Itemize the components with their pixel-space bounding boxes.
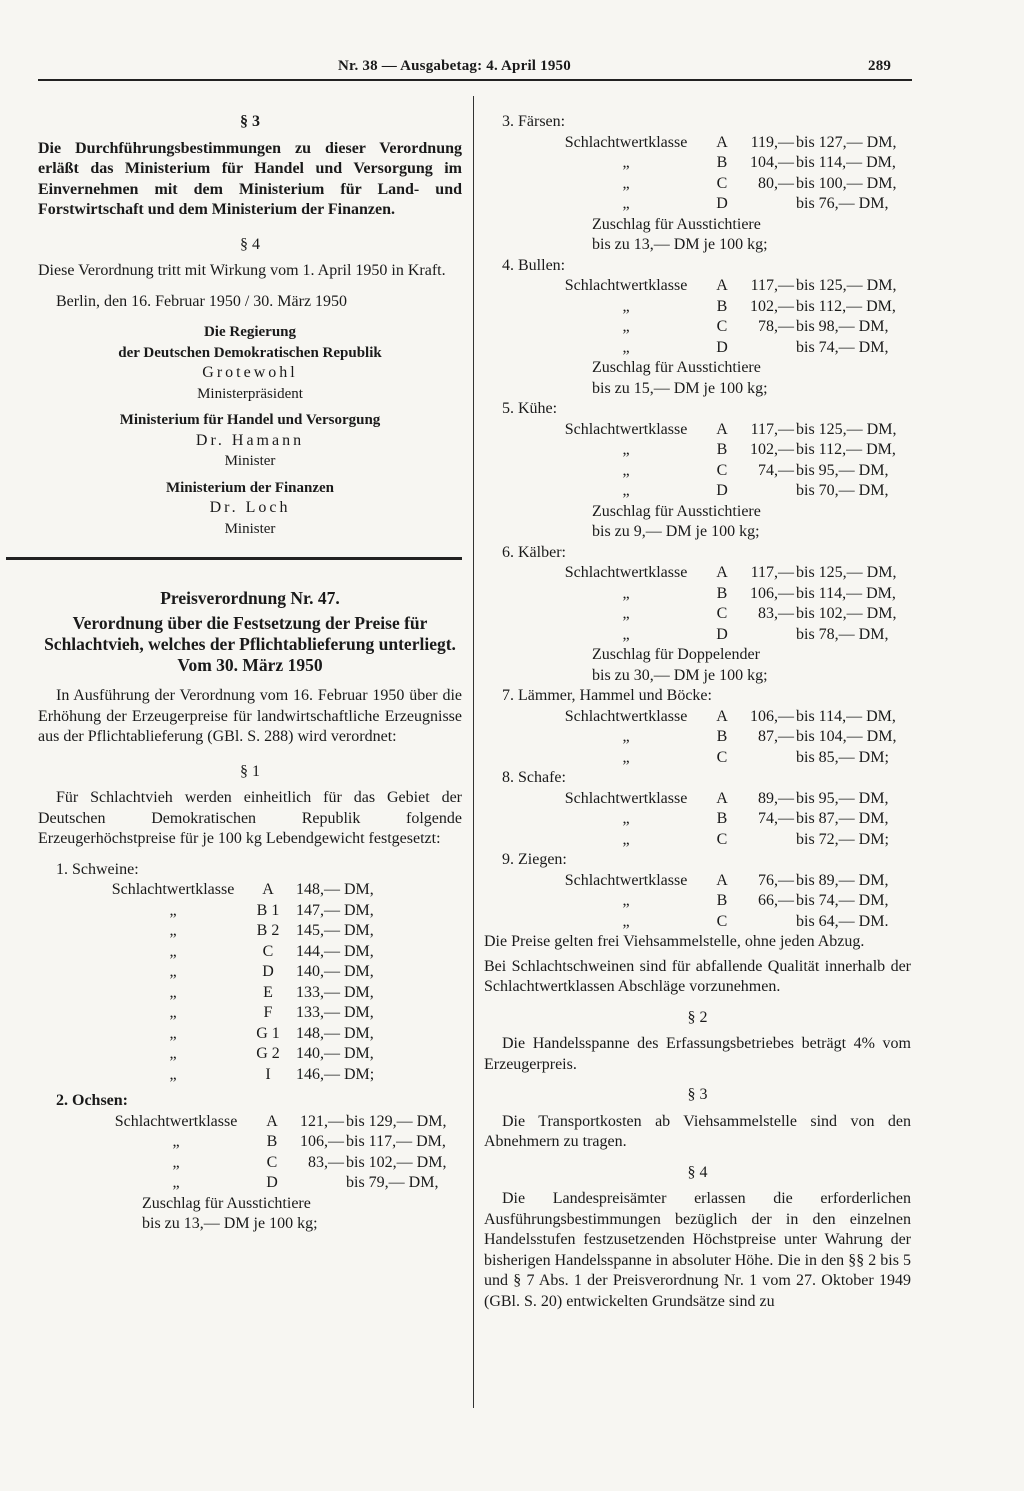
price-from xyxy=(290,1173,344,1194)
price-note-1: Die Preise gelten frei Viehsammelstelle, ohne jeden Abzug. xyxy=(484,933,865,950)
price-row xyxy=(548,461,896,482)
price-to: bis 89,— DM, xyxy=(796,871,889,889)
price-from: 102,— xyxy=(750,297,794,315)
class-letter: C xyxy=(266,1153,278,1171)
section-1-text: Für Schlachtvieh werden einheitlich für das Gebiet der Deutschen Demokratischen Republik folgende Erzeugerhöchstpreise für je 100 kg Lebendgewicht festgesetzt: xyxy=(38,789,462,847)
price-row xyxy=(548,871,888,892)
class-letter: C xyxy=(716,830,728,848)
category-bullen: 4. Bullen: xyxy=(502,256,566,274)
section-4-text: Diese Verordnung tritt mit Wirkung vom 1. April 1950 in Kraft. xyxy=(38,262,446,279)
class-letter: A xyxy=(716,420,728,438)
price-from: 117,— xyxy=(750,564,794,581)
price-row xyxy=(548,912,888,933)
row-label: „ xyxy=(622,482,630,499)
price-to: bis 114,— DM, xyxy=(796,707,896,725)
price-row xyxy=(98,1112,446,1133)
price-row xyxy=(548,789,889,810)
right-column xyxy=(484,112,911,1312)
intro-text: In Ausführung der Verordnung vom 16. Februar 1950 über die Erhöhung der Erzeugerpreise für landwirtschaftliche Erzeugnisse aus der Pflichtablieferung (GBl. S. 288) wird verordnet: xyxy=(38,687,462,745)
row-label: Schlachtwertklasse xyxy=(564,789,688,807)
price-value: 133,— DM, xyxy=(296,1004,374,1021)
class-letter: C xyxy=(716,748,728,766)
class-letter: B xyxy=(266,1133,278,1150)
price-value: 147,— DM, xyxy=(296,901,374,919)
ochsen-surcharge-1: Zuschlag für Ausstichtiere xyxy=(142,1194,311,1212)
class-letter: C xyxy=(262,942,274,960)
price-to: bis 114,— DM, xyxy=(796,154,896,171)
page-number: 289 xyxy=(868,58,892,74)
row-label: „ xyxy=(169,942,177,960)
price-from: 102,— xyxy=(750,441,794,458)
price-to: bis 127,— DM, xyxy=(796,133,897,151)
column-divider xyxy=(473,96,474,1408)
price-table-ziegen xyxy=(548,871,888,933)
price-row xyxy=(98,921,374,942)
section-1-heading: § 1 xyxy=(240,762,260,780)
price-to: bis 125,— DM, xyxy=(796,420,897,438)
row-label: „ xyxy=(169,901,177,919)
class-letter: A xyxy=(716,277,728,294)
price-value: 146,— DM; xyxy=(296,1065,375,1083)
price-to: bis 72,— DM; xyxy=(796,830,889,848)
price-from: 121,— xyxy=(300,1112,344,1130)
price-row xyxy=(548,420,896,441)
price-row xyxy=(548,563,896,584)
class-letter: A xyxy=(716,564,728,581)
price-from: 106,— xyxy=(750,584,794,602)
decree-date: Vom 30. März 1950 xyxy=(177,655,323,675)
price-to: bis 78,— DM, xyxy=(796,625,889,643)
row-label: Schlachtwertklasse xyxy=(564,871,688,889)
row-label: „ xyxy=(622,461,630,479)
row-label: Schlachtwertklasse xyxy=(564,564,688,581)
class-letter: B xyxy=(716,584,728,602)
row-label: „ xyxy=(172,1174,180,1191)
category-schweine: 1. Schweine: xyxy=(56,860,139,878)
price-table-kuehe xyxy=(548,420,896,502)
class-letter: D xyxy=(716,195,728,212)
price-from: 119,— xyxy=(750,133,794,151)
price-row xyxy=(98,880,374,901)
price-from: 66,— xyxy=(758,892,794,909)
price-from xyxy=(740,830,794,851)
price-from: 106,— xyxy=(750,707,794,725)
price-to: bis 117,— DM, xyxy=(346,1133,446,1150)
price-table-schweine xyxy=(98,880,374,1085)
decree-title-1: Preisverordnung Nr. 47. xyxy=(160,588,340,608)
price-row xyxy=(548,891,888,912)
signature-grotewohl: Grotewohl xyxy=(202,364,298,381)
row-label: „ xyxy=(169,1045,177,1062)
price-to: bis 102,— DM, xyxy=(796,605,897,622)
price-value: 140,— DM, xyxy=(296,1045,374,1062)
price-from: 83,— xyxy=(758,605,794,622)
class-letter: C xyxy=(716,174,728,192)
price-to: bis 64,— DM. xyxy=(796,912,889,930)
price-to: bis 76,— DM, xyxy=(796,195,889,212)
class-letter: B xyxy=(716,441,728,458)
row-label: „ xyxy=(622,195,630,212)
class-letter: I xyxy=(265,1065,271,1083)
row-label: „ xyxy=(622,728,630,745)
signature-title-1: Ministerpräsident xyxy=(197,385,303,402)
signature-title-2: Minister xyxy=(224,453,276,469)
class-letter: A xyxy=(716,871,728,889)
price-row xyxy=(98,1065,374,1086)
signature-title-3: Minister xyxy=(224,520,276,537)
price-from: 117,— xyxy=(750,277,794,294)
price-row xyxy=(548,727,896,748)
faersen-surcharge-1: Zuschlag für Ausstichtiere xyxy=(592,215,761,233)
price-row xyxy=(548,153,896,174)
row-label: „ xyxy=(169,1024,177,1042)
section-3-heading: § 3 xyxy=(240,113,260,130)
price-row xyxy=(548,748,896,769)
category-faersen: 3. Färsen: xyxy=(502,113,566,130)
price-from: 106,— xyxy=(300,1133,344,1150)
price-to: bis 129,— DM, xyxy=(346,1112,447,1130)
row-label: „ xyxy=(169,1065,177,1083)
price-row xyxy=(548,317,896,338)
price-table-bullen xyxy=(548,276,896,358)
price-to: bis 112,— DM, xyxy=(796,441,896,458)
price-to: bis 114,— DM, xyxy=(796,584,896,602)
class-letter: D xyxy=(716,338,728,356)
category-ochsen: 2. Ochsen: xyxy=(56,1092,128,1109)
right-section-4-text: Die Landespreisämter erlassen die erforderlichen Ausführungsbestimmungen bezüglich der in den einzelnen Handelsstufen festzusetzenden Höchstpreise unter Wahrung der bisherigen Handelsspanne in absoluter Höhe. Die in den §§ 2 bis 5 und § 7 Abs. 1 der Preisverordnung Nr. 1 vom 27. Oktober 1949 (GBl. S. 20) entwickelten Grundsätze sind zu xyxy=(484,1190,911,1310)
price-from xyxy=(740,194,794,215)
kaelber-surcharge-2: bis zu 30,— DM je 100 kg; xyxy=(592,666,768,684)
price-value: 148,— DM, xyxy=(296,1024,374,1042)
place-date: Berlin, den 16. Februar 1950 / 30. März 1950 xyxy=(56,292,348,310)
price-table-laemmer xyxy=(548,707,896,769)
price-note-2: Bei Schlachtschweinen sind für abfallende Qualität innerhalb der Schlachtwertklassen Abschläge vorzunehmen. xyxy=(484,957,911,995)
row-label: „ xyxy=(172,1133,180,1150)
price-to: bis 102,— DM, xyxy=(346,1153,447,1171)
row-label: Schlachtwertklasse xyxy=(114,1112,238,1130)
ochsen-surcharge-2: bis zu 13,— DM je 100 kg; xyxy=(142,1215,318,1232)
price-row xyxy=(548,481,896,502)
price-row xyxy=(548,194,896,215)
price-row xyxy=(98,1173,446,1194)
bullen-surcharge-1: Zuschlag für Ausstichtiere xyxy=(592,359,761,376)
row-label: Schlachtwertklasse xyxy=(564,277,688,294)
price-table-kaelber xyxy=(548,563,896,645)
price-value: 133,— DM, xyxy=(296,983,374,1001)
left-column xyxy=(38,112,462,1235)
price-row xyxy=(548,584,896,605)
row-label: Schlachtwertklasse xyxy=(564,420,688,438)
row-label: „ xyxy=(622,605,630,622)
row-label: „ xyxy=(622,625,630,643)
row-label: „ xyxy=(622,154,630,171)
price-from xyxy=(740,338,794,359)
row-label: „ xyxy=(622,912,630,930)
price-to: bis 95,— DM, xyxy=(796,461,889,479)
price-to: bis 74,— DM, xyxy=(796,892,889,909)
price-row xyxy=(98,962,374,983)
price-from xyxy=(740,481,794,502)
class-letter: B xyxy=(716,154,728,171)
issue-header: Nr. 38 — Ausgabetag: 4. April 1950 xyxy=(338,58,571,74)
row-label: „ xyxy=(169,1004,177,1021)
section-3-text: Die Durchführungsbestimmungen zu dieser Verordnung erläßt das Ministerium für Handel und Versorgung im Einvernehmen mit dem Ministerium für Land- und Forstwirtschaft und dem Ministerium der Finanzen. xyxy=(38,139,462,218)
price-row xyxy=(548,809,889,830)
row-label: Schlachtwertklasse xyxy=(564,707,688,725)
price-row xyxy=(548,276,896,297)
category-kaelber: 6. Kälber: xyxy=(502,543,566,561)
row-label: „ xyxy=(622,318,630,335)
price-to: bis 98,— DM, xyxy=(796,318,889,335)
price-row xyxy=(98,901,374,922)
row-label: „ xyxy=(622,892,630,909)
price-row xyxy=(98,1003,374,1024)
price-from xyxy=(740,625,794,646)
ministry-finance: Ministerium der Finanzen xyxy=(165,479,335,496)
price-row xyxy=(548,338,896,359)
government-line-1: Die Regierung xyxy=(203,324,297,340)
class-letter: A xyxy=(716,789,728,807)
price-to: bis 112,— DM, xyxy=(796,297,896,315)
price-to: bis 87,— DM, xyxy=(796,810,889,827)
price-row xyxy=(548,604,896,625)
row-label: Schlachtwertklasse xyxy=(111,881,235,898)
class-letter: D xyxy=(262,963,274,980)
row-label: „ xyxy=(622,441,630,458)
price-from xyxy=(740,912,794,933)
price-from: 87,— xyxy=(758,728,794,745)
price-value: 144,— DM, xyxy=(296,942,374,960)
class-letter: G 1 xyxy=(256,1024,280,1042)
price-from: 74,— xyxy=(758,461,794,479)
class-letter: A xyxy=(716,707,728,725)
row-label: „ xyxy=(622,830,630,848)
class-letter: B xyxy=(716,892,728,909)
class-letter: B xyxy=(716,728,728,745)
row-label: Schlachtwertklasse xyxy=(564,133,688,151)
price-to: bis 125,— DM, xyxy=(796,277,897,294)
bullen-surcharge-2: bis zu 15,— DM je 100 kg; xyxy=(592,379,768,397)
right-section-3-heading: § 3 xyxy=(687,1086,708,1103)
price-from: 76,— xyxy=(758,871,794,889)
price-row xyxy=(548,133,896,154)
price-to: bis 125,— DM, xyxy=(796,564,897,581)
price-row xyxy=(98,1024,374,1045)
price-to: bis 85,— DM; xyxy=(796,748,889,766)
class-letter: B 2 xyxy=(256,922,280,939)
class-letter: C xyxy=(716,461,728,479)
class-letter: E xyxy=(263,983,273,1001)
category-schafe: 8. Schafe: xyxy=(502,769,566,786)
class-letter: A xyxy=(266,1112,278,1130)
header-rule xyxy=(38,79,912,81)
price-from xyxy=(740,748,794,769)
price-to: bis 74,— DM, xyxy=(796,338,889,356)
row-label: „ xyxy=(169,963,177,980)
class-letter: C xyxy=(716,912,728,930)
signature-hamann: Dr. Hamann xyxy=(195,431,305,449)
class-letter: A xyxy=(716,133,728,151)
price-to: bis 79,— DM, xyxy=(346,1174,439,1191)
price-to: bis 70,— DM, xyxy=(796,482,889,499)
row-label: „ xyxy=(622,748,630,766)
price-row xyxy=(548,174,896,195)
price-row xyxy=(98,1044,374,1065)
category-ziegen: 9. Ziegen: xyxy=(502,851,567,868)
price-from: 78,— xyxy=(758,318,794,335)
price-table-faersen xyxy=(548,133,896,215)
category-kuehe: 5. Kühe: xyxy=(502,400,558,417)
row-label: „ xyxy=(622,174,630,192)
price-from: 89,— xyxy=(758,789,794,807)
row-label: „ xyxy=(622,584,630,602)
row-label: „ xyxy=(172,1153,180,1171)
price-from: 104,— xyxy=(750,154,794,171)
row-label: „ xyxy=(169,983,177,1001)
price-value: 140,— DM, xyxy=(296,963,374,980)
kaelber-surcharge-1: Zuschlag für Doppelender xyxy=(592,646,760,663)
kuehe-surcharge-2: bis zu 9,— DM je 100 kg; xyxy=(592,523,760,540)
price-row xyxy=(98,942,374,963)
price-value: 148,— DM, xyxy=(296,881,374,898)
price-from: 80,— xyxy=(758,174,794,192)
price-row xyxy=(548,440,896,461)
kuehe-surcharge-1: Zuschlag für Ausstichtiere xyxy=(592,502,761,520)
price-to: bis 104,— DM, xyxy=(796,728,897,745)
right-section-2-heading: § 2 xyxy=(687,1008,708,1026)
right-section-2-text: Die Handelsspanne des Erfassungsbetriebes beträgt 4% vom Erzeugerpreis. xyxy=(484,1035,911,1073)
price-row xyxy=(98,1153,446,1174)
class-letter: G 2 xyxy=(256,1045,280,1062)
row-label: „ xyxy=(622,297,630,315)
price-table-ochsen xyxy=(98,1112,446,1194)
faersen-surcharge-2: bis zu 13,— DM je 100 kg; xyxy=(592,236,768,253)
decree-title-2: Verordnung über die Festsetzung der Preise für Schlachtvieh, welches der Pflichtablieferung unterliegt. xyxy=(44,613,456,654)
right-section-3-text: Die Transportkosten ab Viehsammelstelle sind von den Abnehmern zu tragen. xyxy=(484,1112,911,1150)
class-letter: A xyxy=(262,881,274,898)
government-line-2: der Deutschen Demokratischen Republik xyxy=(118,344,382,361)
row-label: „ xyxy=(622,810,630,827)
price-table-schafe xyxy=(548,789,889,851)
price-from: 74,— xyxy=(758,810,794,827)
row-label: „ xyxy=(622,338,630,356)
price-row xyxy=(98,1132,446,1153)
price-to: bis 95,— DM, xyxy=(796,789,889,807)
class-letter: C xyxy=(716,318,728,335)
price-row xyxy=(548,297,896,318)
class-letter: B xyxy=(716,810,728,827)
price-from: 117,— xyxy=(750,420,794,438)
section-4-heading: § 4 xyxy=(240,235,260,253)
price-row xyxy=(548,830,889,851)
class-letter: D xyxy=(716,625,728,643)
price-row xyxy=(548,625,896,646)
class-letter: B 1 xyxy=(256,901,280,919)
price-row xyxy=(98,983,374,1004)
class-letter: D xyxy=(716,482,728,499)
class-letter: C xyxy=(716,605,728,622)
signature-loch: Dr. Loch xyxy=(209,499,291,516)
price-to: bis 100,— DM, xyxy=(796,174,897,192)
class-letter: B xyxy=(716,297,728,315)
price-value: 145,— DM, xyxy=(296,922,374,939)
price-from: 83,— xyxy=(308,1153,344,1171)
category-laemmer: 7. Lämmer, Hammel und Böcke: xyxy=(502,687,712,704)
row-label: „ xyxy=(169,922,177,939)
ministry-trade: Ministerium für Handel und Versorgung xyxy=(119,412,381,428)
right-section-4-heading: § 4 xyxy=(687,1163,708,1181)
price-row xyxy=(548,707,896,728)
class-letter: D xyxy=(266,1174,278,1191)
class-letter: F xyxy=(263,1004,273,1021)
